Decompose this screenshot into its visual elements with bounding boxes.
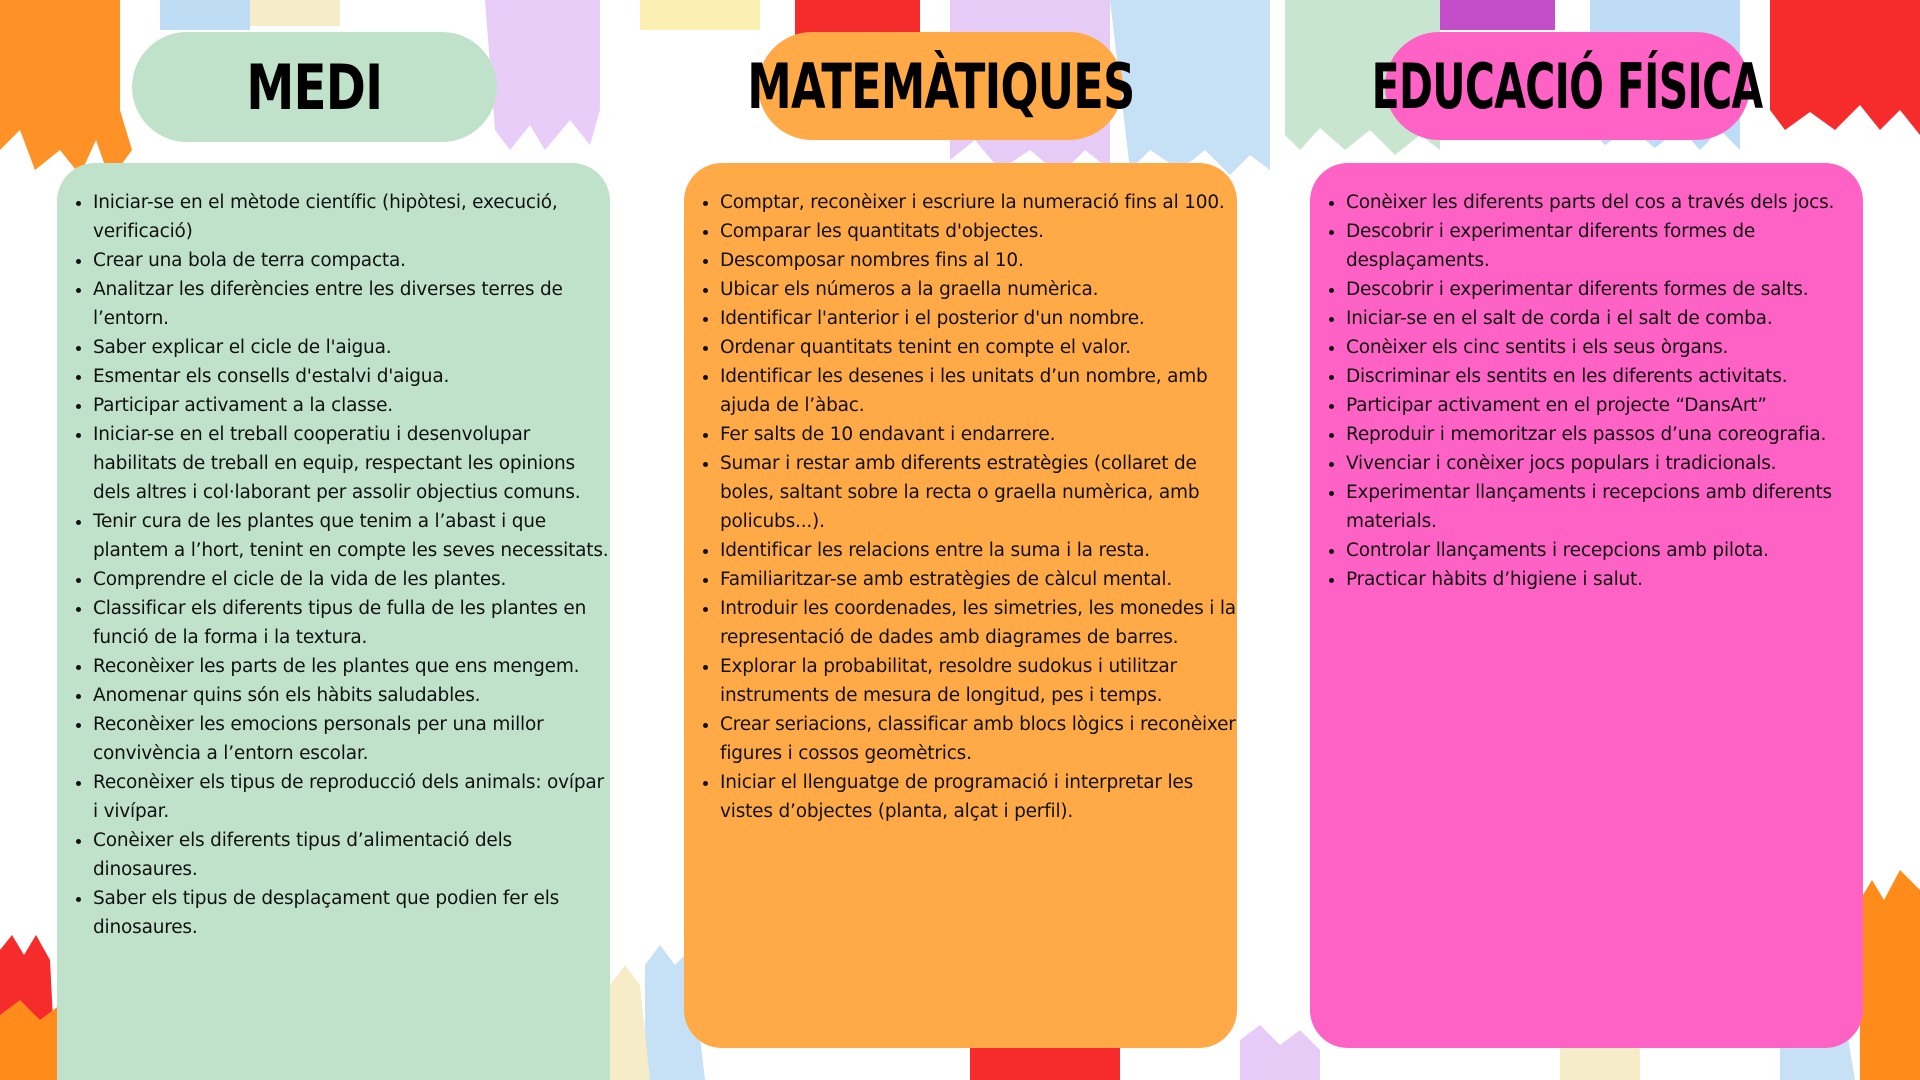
title-educacio-fisica (1372, 32, 1763, 140)
list-item: • Explorar la probabilitat, resoldre sudokus i utilitzar instruments de mesura de longitud, pes i temps. (720, 652, 1237, 710)
list-item: • Sumar i restar amb diferents estratègies (collaret de boles, saltant sobre la recta o graella numèrica, amb policubs...). (720, 449, 1237, 536)
list-item: • Comparar les quantitats d'objectes. (720, 217, 1237, 246)
list-item: • Familiaritzar-se amb estratègies de càlcul mental. (720, 565, 1237, 594)
list-item: • Identificar les relacions entre la suma i la resta. (720, 536, 1237, 565)
list-item: • Crear seriacions, classificar amb blocs lògics i reconèixer figures i cossos geomètrics. (720, 710, 1237, 768)
list-item: • Discriminar els sentits en les diferents activitats. (1346, 362, 1863, 391)
list-item: • Analitzar les diferències entre les diverses terres de l’entorn. (93, 275, 610, 333)
list-item: • Controlar llançaments i recepcions amb pilota. (1346, 536, 1863, 565)
card-educacio-fisica (1310, 163, 1863, 1048)
brush-stroke-purple (1440, 0, 1555, 30)
list-item: • Fer salts de 10 endavant i endarrere. (720, 420, 1237, 449)
list-item: • Saber els tipus de desplaçament que podien fer els dinosaures. (93, 884, 610, 942)
list-item: • Classificar els diferents tipus de fulla de les plantes en funció de la forma i la textura. (93, 594, 610, 652)
brush-stroke-pale (250, 0, 340, 26)
list-item: • Conèixer les diferents parts del cos a través dels jocs. (1346, 188, 1863, 217)
list-item: • Tenir cura de les plantes que tenim a l’abast i que plantem a l’hort, tenint en compte les seves necessitats. (93, 507, 610, 565)
list-item: • Reconèixer les emocions personals per una millor convivència a l’entorn escolar. (93, 710, 610, 768)
list-item: • Participar activament en el projecte “DansArt” (1346, 391, 1863, 420)
list-matematiques (684, 188, 1237, 826)
brush-stroke-pale-2 (610, 965, 650, 1080)
brush-stroke-lilac-3 (1240, 1025, 1320, 1080)
list-item: • Descobrir i experimentar diferents formes de desplaçaments. (1346, 217, 1863, 275)
title-matematiques (746, 32, 1135, 140)
title-medi-text: MEDI (246, 50, 383, 124)
list-item: • Iniciar-se en el mètode científic (hipòtesi, execució, verificació) (93, 188, 610, 246)
title-matematiques-text: MATEMÀTIQUES (746, 49, 1135, 123)
list-item: • Descomposar nombres fins al 10. (720, 246, 1237, 275)
list-item: • Comprendre el cicle de la vida de les plantes. (93, 565, 610, 594)
brush-stroke-red-4 (970, 1045, 1120, 1080)
brush-stroke-blue (160, 0, 250, 30)
list-item: • Introduir les coordenades, les simetries, les monedes i la representació de dades amb diagrames de barres. (720, 594, 1237, 652)
title-educacio-fisica-text: EDUCACIÓ FÍSICA (1372, 49, 1763, 123)
list-item: • Experimentar llançaments i recepcions amb diferents materials. (1346, 478, 1863, 536)
brush-stroke-red (795, 0, 920, 35)
brush-stroke-yellow (640, 0, 760, 30)
brush-stroke-lilac (485, 0, 600, 150)
list-item: • Anomenar quins són els hàbits saludables. (93, 681, 610, 710)
list-item: • Crear una bola de terra compacta. (93, 246, 610, 275)
list-item: • Ordenar quantitats tenint en compte el valor. (720, 333, 1237, 362)
list-item: • Reconèixer les parts de les plantes que ens mengem. (93, 652, 610, 681)
list-item: • Vivenciar i conèixer jocs populars i tradicionals. (1346, 449, 1863, 478)
title-medi (132, 32, 497, 142)
list-item: • Descobrir i experimentar diferents formes de salts. (1346, 275, 1863, 304)
list-item: • Esmentar els consells d'estalvi d'aigua. (93, 362, 610, 391)
list-item: • Ubicar els números a la graella numèrica. (720, 275, 1237, 304)
list-item: • Reconèixer els tipus de reproducció dels animals: ovípar i vivípar. (93, 768, 610, 826)
list-item: • Identificar l'anterior i el posterior d'un nombre. (720, 304, 1237, 333)
list-educacio-fisica (1310, 188, 1863, 594)
list-item: • Iniciar-se en el treball cooperatiu i desenvolupar habilitats de treball en equip, respectant les opinions dels altres i col·laborant per assolir objectius comuns. (93, 420, 610, 507)
list-item: • Practicar hàbits d’higiene i salut. (1346, 565, 1863, 594)
brush-stroke-red-2 (1770, 0, 1920, 135)
brush-stroke-orange (0, 0, 132, 180)
list-item: • Saber explicar el cicle de l'aigua. (93, 333, 610, 362)
list-item: • Iniciar el llenguatge de programació i interpretar les vistes d’objectes (planta, alçat i perfil). (720, 768, 1237, 826)
list-item: • Participar activament a la classe. (93, 391, 610, 420)
list-item: • Identificar les desenes i les unitats d’un nombre, amb ajuda de l’àbac. (720, 362, 1237, 420)
list-item: • Iniciar-se en el salt de corda i el salt de comba. (1346, 304, 1863, 333)
brush-stroke-orange-3 (1860, 870, 1920, 1080)
list-medi (57, 188, 610, 942)
list-item: • Conèixer els diferents tipus d’alimentació dels dinosaures. (93, 826, 610, 884)
list-item: • Conèixer els cinc sentits i els seus òrgans. (1346, 333, 1863, 362)
card-matematiques (684, 163, 1237, 1048)
list-item: • Comptar, reconèixer i escriure la numeració fins al 100. (720, 188, 1237, 217)
list-item: • Reproduir i memoritzar els passos d’una coreografia. (1346, 420, 1863, 449)
card-medi (57, 163, 610, 1080)
